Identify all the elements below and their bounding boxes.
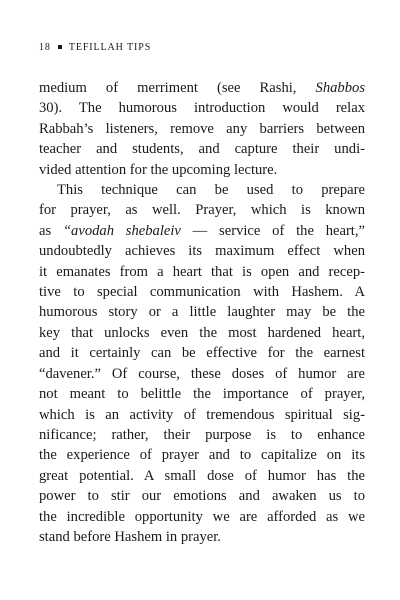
text-line: “davener.” Of course, these doses of humor are (39, 365, 365, 382)
text-line: the incredible opportunity we are afforded as we (39, 508, 365, 525)
paragraph-2 (39, 180, 365, 547)
section-title: TEFILLAH TIPS (68, 41, 152, 53)
text-line: which is an activity of tremendous spiritual sig- (39, 406, 365, 423)
text-line: power to stir our emotions and awaken us to (39, 488, 365, 505)
paragraph-1 (39, 78, 365, 180)
text-line: nificance; rather, their purpose is to enhance (39, 426, 365, 443)
text-line: it emanates from a heart that is open and recep- (39, 263, 365, 280)
text-line: key that unlocks even the most hardened heart, (39, 324, 365, 341)
text-line: as “avodah shebaleiv — service of the heart,” (39, 222, 365, 239)
text-line: vided attention for the upcoming lecture. (39, 161, 278, 178)
text-line: medium of merriment (see Rashi, Shabbos (39, 80, 365, 96)
running-header (39, 40, 365, 54)
text-line: teacher and students, and capture their undi- (39, 141, 365, 158)
page-number: 18 (39, 41, 51, 53)
text-line: This technique can be used to prepare (57, 182, 365, 199)
text-line: 30). The humorous introduction would relax (39, 100, 365, 117)
text-line: humorous story or a little laughter may be the (39, 304, 365, 321)
text-line: the experience of prayer and to capitalize on its (39, 447, 365, 464)
text-line: Rabbah’s listeners, remove any barriers between (39, 120, 365, 137)
book-page (39, 40, 365, 547)
text-line: not meant to belittle the importance of prayer, (39, 386, 365, 403)
text-line: undoubtedly achieves its maximum effect when (39, 243, 365, 260)
italic-term: “avodah shebaleiv (62, 222, 181, 239)
text-line: tive to special communication with Hashem. A (39, 284, 365, 301)
text-line: for prayer, as well. Prayer, which is known (39, 202, 365, 219)
text-line: great potential. A small dose of humor has the (39, 467, 365, 484)
body-text (39, 78, 365, 547)
text-line: and it certainly can be effective for the earnest (39, 345, 365, 362)
square-bullet-icon (58, 45, 62, 49)
text-line: stand before Hashem in prayer. (39, 528, 221, 545)
italic-term: Shabbos (315, 80, 365, 96)
